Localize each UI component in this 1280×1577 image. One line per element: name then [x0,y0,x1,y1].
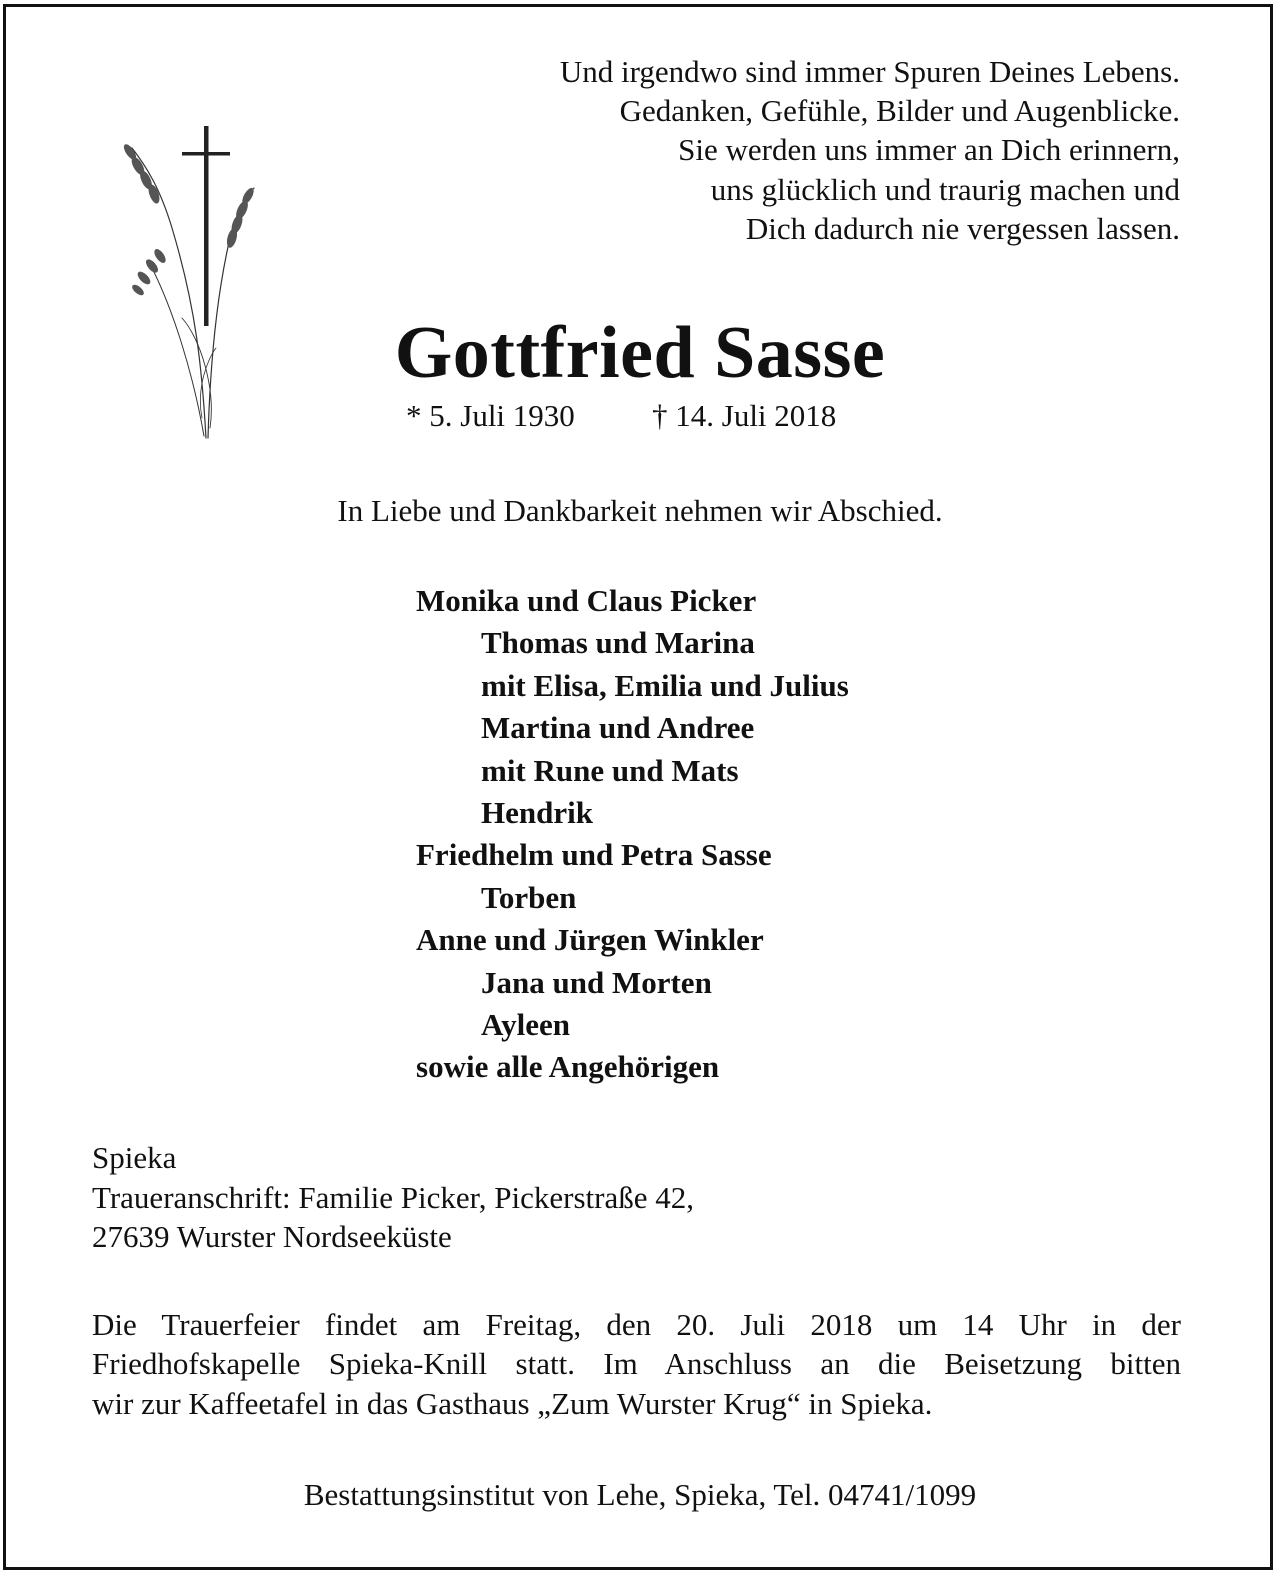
mourner-line: sowie alle Angehörigen [416,1049,720,1085]
birth-date: * 5. Juli 1930 [406,398,575,433]
poem-line: uns glücklich und traurig machen und [710,171,1180,207]
mourner-line: Friedhelm und Petra Sasse [416,837,772,873]
mourner-line: Hendrik [481,795,593,831]
deceased-name: Gottfried Sasse [394,312,886,394]
poem [560,52,1180,248]
mourners-list [416,580,849,1089]
mourner-line: mit Rune und Mats [481,752,739,788]
funeral-home-footer: Bestattungsinstitut von Lehe, Spieka, Tel. 04741/1099 [303,1477,977,1512]
address-line: 27639 Wurster Nordseeküste [92,1219,452,1254]
death-date: † 14. Juli 2018 [652,398,837,433]
mourner-line: Monika und Claus Picker [416,583,757,618]
mourner-line: Ayleen [481,1007,570,1043]
ceremony-line: Friedhofskapelle Spieka-Knill statt. Im Anschluss an die Beisetzung bitten [92,1346,1181,1382]
mourner-line: Jana und Morten [481,964,712,1000]
ceremony-line: Die Trauerfeier findet am Freitag, den 20. Juli 2018 um 14 Uhr in der [92,1307,1181,1342]
cross-with-wheat-icon [112,118,272,458]
address-line: Traueranschrift: Familie Picker, Pickerstraße 42, [92,1179,694,1215]
poem-line: Gedanken, Gefühle, Bilder und Augenblicke. [619,93,1180,129]
ceremony-line: wir zur Kaffeetafel in das Gasthaus „Zum Wurster Krug“ in Spieka. [92,1385,933,1421]
poem-line: Und irgendwo sind immer Spuren Deines Lebens. [559,54,1180,89]
farewell-text: In Liebe und Dankbarkeit nehmen wir Abschied. [337,493,943,528]
mourner-line: Thomas und Marina [481,625,755,661]
mourner-line: mit Elisa, Emilia und Julius [481,667,849,703]
mourner-line: Martina und Andree [481,710,755,746]
mourner-line: Anne und Jürgen Winkler [416,922,764,958]
mourner-line: Torben [481,879,577,915]
address-line: Spieka [92,1140,177,1175]
poem-line: Dich dadurch nie vergessen lassen. [745,210,1180,246]
poem-line: Sie werden uns immer an Dich erinnern, [678,132,1180,168]
mourning-address [92,1138,694,1257]
ceremony-info [92,1305,1181,1423]
